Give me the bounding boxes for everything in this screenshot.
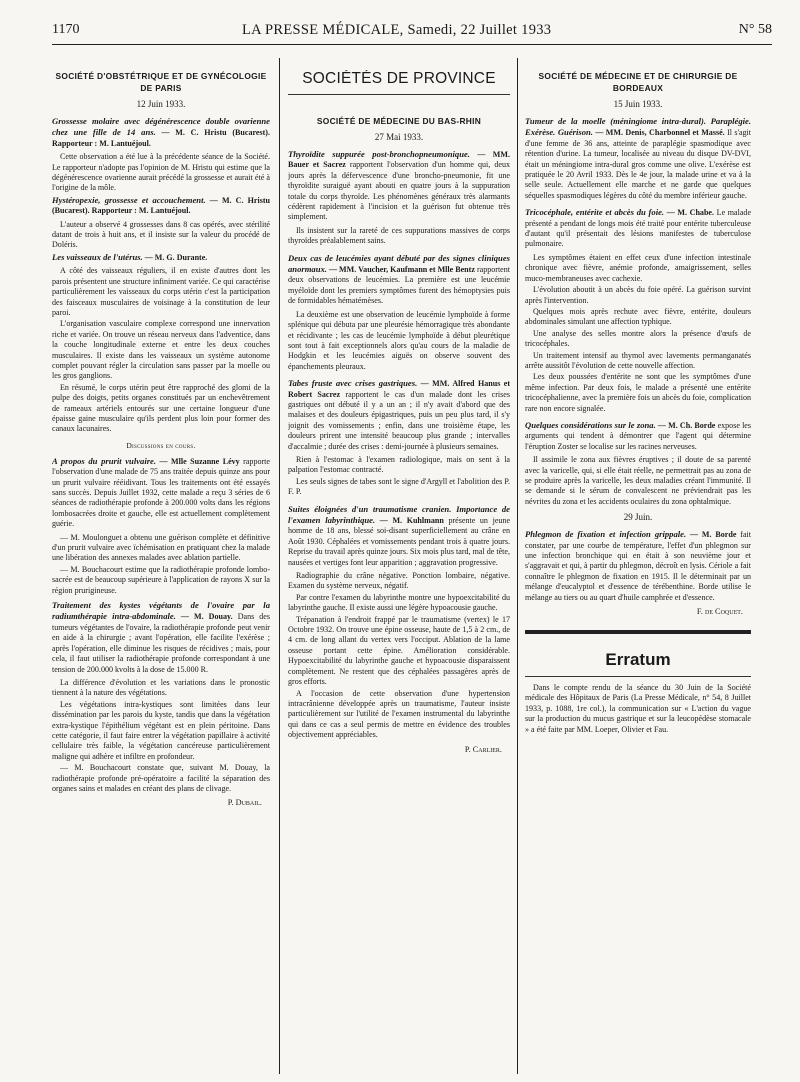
article-authors: — MM. Denis, Charbonnel et Massé. — [595, 128, 725, 138]
session-date: 12 Juin 1933. — [136, 99, 186, 109]
paragraph: La différence d'évolution et les variations dans le pronostic tiennent à la nature des végétations. — [52, 677, 270, 698]
erratum-heading: Erratum — [525, 630, 751, 677]
journal-title: LA PRESSE MÉDICALE, Samedi, 22 Juillet 1933 — [242, 22, 552, 38]
article — [52, 600, 270, 675]
header-rule — [52, 44, 772, 45]
paragraph: Les seuls signes de tabes sont le signe d'Argyll et l'abolition des P. F. P. — [288, 476, 510, 497]
article-title: Hystéropexie, grossesse et accouchement. — [52, 194, 206, 205]
article-text: rapportent le cas d'un malade dont les crises gastriques ont débuté il y a un an ; il n'y avait d'abord que des malaises et des douleurs épigastriques, puis un peu plus tard, il s'y joignit des vomissements ; enfin, dans une troisième étape, les douleurs prirent une intensité beaucoup plus grande ; intervalles d'accalmie ; durée des crises : demi-journée à plusieurs semaines. — [288, 389, 510, 451]
paragraph: A l'occasion de cette observation d'une hypertension intracrânienne développée après un traumatisme, l'auteur insiste particulièrement sur l'utilité de l'examen instrumental du labyrinthe qui dans ce cas a seul permis de mettre en évidence des troubles objectivement appréciables. — [288, 688, 510, 740]
article-title: Suites éloignées d'un traumatisme cranien. Importance de l'examen labyrinthique. — [288, 503, 510, 525]
article-text: expose les arguments qui tendent à démontrer que l'agent qui détermine l'éruption Zoster se localise sur les racines nerveuses. — [525, 420, 751, 451]
paragraph: Les deux poussées d'entérite ne sont que les symptômes d'une même infection. Par deux fois, le malade a présenté une entérite tricocéphalienne, avec la première fois un abcès du foie, complication rare non encore signalée. — [525, 372, 751, 413]
article-text: rapportent deux observations de leucémies. La première est une leucémie myéloïde dont les premiers symptômes furent des hémoptysies puis de formidables hématémèses. — [288, 265, 510, 306]
column-1 — [52, 70, 270, 1076]
paragraph: Ils insistent sur la rareté de ces suppurations massives de corps thyroïdes préalablement sains. — [288, 225, 510, 246]
erratum-text: Dans le compte rendu de la séance du 30 Juin de la Société médicale des Hôpitaux de Paris (La Presse Médicale, n° 54, 8 Juillet 1933, p. 1088, 1re col.), la communication sur « L'action du vague sur la production du mucus gastrique et sur la leucopédèse stomacale » a été faite par MM. Loeper, Olivier et Fau. — [525, 683, 751, 734]
article — [52, 252, 270, 263]
article-authors: — M. C. Hristu (Bucarest). Rapporteur : M. Lantuéjoul. — [52, 195, 270, 216]
article-title: Tricocéphale, entérite et abcès du foie. — [525, 207, 665, 218]
article-authors: — M. C. Hristu (Bucarest). Rapporteur : M. Lantuéjoul. — [52, 128, 270, 148]
article-text: Il s'agit d'une femme de 36 ans, atteinte de paraplégie spasmodique avec rétention d'urine. La tumeur, localisée au niveau du disque DV-DVI, était un méningiome intra-dural gros comme une olive. L'exérèse est pratiquée le 20 Avril 1933. Dès le 4e jour, la malade urine et va à la selle seule. Actuellement elle marche et ne garde que quelques séquelles spasmodiques légères du côté du membre inférieur gauche. — [525, 128, 751, 200]
article-title: Tabes fruste avec crises gastriques. — [288, 378, 418, 389]
article-authors: — MM. Alfred Hanus et Robert Sacrez — [288, 379, 510, 399]
signature: P. Carlier. — [464, 744, 502, 754]
column-3 — [525, 70, 751, 1076]
session-date: 15 Juin 1933. — [613, 99, 663, 109]
article — [288, 149, 510, 223]
discussions-note: Discussions en cours. — [126, 440, 196, 450]
article-text: rapportent l'observation d'un homme qui, deux jours après la défervescence d'une broncho-pneumonie, fit une thyroïdite suraiguë ayant abouti en quatre jours à la suppuration totale du corps thyroïde. Les phénomènes généraux très alarmants cédèrent rapidement à l'incision et la guérison fut obtenue très simplement. — [288, 160, 510, 222]
session-date: 29 Juin. — [623, 512, 653, 523]
article-title: A propos du prurit vulvaire. — [52, 455, 157, 466]
banner-heading: SOCIÉTÉS DE PROVINCE — [288, 70, 510, 95]
paragraph: Il assimile le zona aux fièvres éruptives ; il doute de sa parenté avec la varicelle, qui, si elle était réelle, ne permettrait pas au zona de se produire après la varicelle, les deux maladies créant l'immunité. Il se demande si le sérum de convalescent ne préviendrait pas les névrites du zona et les accidents oculaires du zona ophtalmique. — [525, 455, 751, 506]
section-heading: SOCIÉTÉ D'OBSTÉTRIQUE ET DE GYNÉCOLOGIE DE PARIS — [55, 71, 267, 93]
column-rule-left — [279, 58, 280, 1074]
paragraph: Les symptômes étaient en effet ceux d'une infection intestinale chronique avec fièvre, anémie profonde, amaigrissement, selles muco-membraneuses avec cachexie. — [525, 252, 751, 283]
paragraph: L'organisation vasculaire complexe correspond une innervation riche et variée. On trouve un réseau nerveux dans l'adventice, dans la couche longitudinale externe et entre les deux couches musculaires. Il existe dans les vaisseaux un système autonome complet pouvant régler la circulation sans passer par la moelle ou les gros ganglions. — [52, 319, 270, 381]
article-text: fait constater, par une courbe de température, l'effet d'un phlegmon sur une infection bronchique qui en était à son neuvième jour et s'aggravait et qui, à partir du phlegmon, décroît en lysis. Cériole a fait connaître le phlegmon de fixation en 1915. Il le déterminait par un mélange d'eucalyptol et d'essence de térébenthine. Borde utilise le mélange au tiers ou au quart d'huile camphrée et d'essence. — [525, 530, 751, 602]
article — [288, 253, 510, 307]
paragraph: Une analyse des selles montre alors la présence d'œufs de tricocéphales. — [525, 328, 751, 349]
article-text: Le malade présenté a pendant de longs mois été traité pour entérite tuberculeuse d'autant qu'il présentait des lésions manifestes de tuberculose pulmonaire. — [525, 208, 751, 249]
section-heading: SOCIÉTÉ DE MÉDECINE DU BAS-RHIN — [316, 116, 482, 126]
article — [52, 456, 270, 530]
article — [288, 378, 510, 452]
paragraph: Un traitement intensif au thymol avec lavements permanganatés arrête aussitôt l'évolution de cette nouvelle affection. — [525, 350, 751, 370]
paragraph: La deuxième est une observation de leucémie lymphoïde à forme splénique qui débuta par une pleurésie hémorragique très abondante et récidivante ; les cas de leucémie lymphoïde à début pleurétique sont tout à fait exceptionnels alors qu'au cours de la maladie de Hodgkin et les leucémies aiguës on observe souvent des épanchements pleuraux. — [288, 309, 510, 371]
issue-number: N° 58 — [738, 22, 772, 37]
article — [525, 116, 751, 201]
article-title: Deux cas de leucémies ayant débuté par des signes cliniques anormaux. — [288, 252, 510, 275]
paragraph: Trépanation à l'endroit frappé par le traumatisme (vertex) le 17 Octobre 1932. On trouve une épine osseuse, haute de 1,5 à 2 cm., de 4 cm. de long allant du vertex vers l'occiput. Ablation de la lame osseuse portant cette épine. Amélioration considérable. Hypoexcitabilité du labyrinthe gauche et hypoacousie disparaissent complètement. Ne restent que des céphalées passagères après de gros efforts. — [288, 614, 510, 687]
page-header — [52, 22, 772, 44]
paragraph: Cette observation a été lue à la précédente séance de la Société. Le rapporteur n'adopte pas l'opinion de M. Hristu qui estime que la dégénérescence ovarienne aurait précédé la grossesse et aurait été à l'origine de la môle. — [52, 152, 270, 193]
article-text: rapporte l'observation d'une malade de 75 ans traitée depuis quinze ans pour un prurit vulvaire rééidivant. Tous les traitements ont été essayés sans succès. Depuis Juillet 1932, cette malade a reçu 3 séries de 6 séances de radiothérapie profonde à 200.000 volts dans les régions lombosacrées droite et gauche, elle est actuellement complètement guérie. — [52, 456, 270, 529]
article-authors: — M. Kuhlmann — [379, 516, 444, 525]
paragraph: L'auteur a observé 4 grossesses dans 8 cas opérés, avec stérilité datant de trois à huit ans, et il insiste sur la valeur du procédé de Doléris. — [52, 219, 270, 250]
paragraph: A côté des vaisseaux réguliers, il en existe d'autres dont les parois présentent une structure infiniment variée. Ce qui caractérise particulièrement les vaisseaux du corps utérin c'est la participation des faisceaux musculaires de voisinage à la constitution de leur paroi. — [52, 266, 270, 317]
article-text: Dans des tumeurs végétantes de l'ovaire, la radiothérapie profonde peut venir en aide à la chirurgie ; avant l'opération, elle facilite l'exérèse ; après l'opération, elle diminue les risques de récidives ; mais, pour cela, il faut utiliser la radiothérapie profonde correspondant à une tension de 200.000 kvolts à la dose de 15.000 R. — [52, 612, 270, 674]
article — [525, 529, 751, 603]
paragraph: Rien à l'estomac à l'examen radiologique, mais on sent à la palpation l'estomac contracté. — [288, 454, 510, 475]
article — [288, 504, 510, 568]
article-title: Quelques considérations sur le zona. — [525, 419, 656, 430]
article-authors: — MM. Bauer et Sacrez — [288, 150, 510, 170]
article — [52, 116, 270, 149]
session-date: 27 Mai 1933. — [374, 132, 424, 142]
article-title: Traitement des kystes végétants de l'ovaire par la radiumthérapie intra-abdominale. — [52, 600, 270, 622]
article-authors: — M. Douay. — [180, 612, 233, 622]
article-title: Phlegmon de fixation et infection grippale. — [525, 529, 687, 540]
article-text: présente un jeune homme de 18 ans, blessé soi-disant superficiellement au crâne en Août 1930. Céphalées et vomissements pendant trois à quatre jours. Reprise du travail après quinze jours. Six mois plus tard, mal de tête, nausées et vertiges font leur apparition ; aggravation progressive. — [288, 516, 510, 567]
signature: F. de Coquet. — [696, 607, 743, 617]
paragraph: — M. Moulonguet a obtenu une guérison complète et définitive d'un prurit vulvaire avec ïchémisation en pratiquant chez la malade une libération des annexes malades avec ablation partielle. — [52, 532, 270, 563]
page-number: 1170 — [52, 22, 80, 37]
article-authors: — M. Chabe. — [666, 208, 715, 218]
column-rule-right — [517, 58, 518, 1074]
paragraph: Par contre l'examen du labyrinthe montre une hypoexcitabilité du labyrinthe gauche. Il existe aussi une légère hypoacousie gauche. — [288, 592, 510, 613]
paragraph: Les végétations intra-kystiques sont limitées dans leur dissémination par les parois du kyste, tandis que dans la végétation extra-kystique l'épithélium végétant est en plein péritoine. Dans cette catégorie, il faut faire entrer la végétation papillaire à activité cellulaire très faible, la végétation cancéreuse particulièrement maligne qui adhère et infiltre en profondeur. — [52, 699, 270, 761]
article-authors: — M. Ch. Borde — [657, 420, 716, 430]
section-heading: SOCIÉTÉ DE MÉDECINE ET DE CHIRURGIE DE BORDEAUX — [538, 71, 738, 93]
article — [525, 420, 751, 452]
article-title: Tumeur de la moelle (méningiome intra-dural). Paraplégie. Exérèse. Guérison. — [525, 116, 751, 138]
signature: P. Dubail. — [227, 798, 262, 808]
paragraph: En résumé, le corps utérin peut être rapproché des glomi de la pulpe des doigts, petits organes constitués par un enchevêtrement de rameaux artériels entourés sur une certaine longueur d'une épaisse gaine musculaire qu'ils perdent plus loin pour former des canaux lacunaires. — [52, 382, 270, 434]
paragraph: Radiographie du crâne négative. Ponction lombaire, négative. Examen du système nerveux, négatif. — [288, 571, 510, 591]
article-authors: — M. G. Durante. — [144, 252, 208, 262]
paragraph: L'évolution aboutit à un abcès du foie opéré. La guérison survint après l'intervention. — [525, 285, 751, 305]
article-title: Thyroïdite suppurée post-bronchopneumonique. — [288, 149, 470, 159]
article — [525, 207, 751, 250]
column-2 — [288, 70, 510, 1076]
article — [52, 195, 270, 217]
article-authors: — Mlle Suzanne Lévy — [159, 456, 240, 466]
article-title: Les vaisseaux de l'utérus. — [52, 251, 143, 262]
article-authors: — M. Borde — [689, 530, 737, 540]
paragraph: Quelques mois après rechute avec fièvre, entérite, douleurs abdominales simulant une affection typhique. — [525, 306, 751, 327]
paragraph: — M. Bouchacourt estime que la radiothérapie profonde lombo-sacrée est de beaucoup supérieure à l'application de rayons X sur la région prurigineuse. — [52, 564, 270, 595]
article-title: Grossesse molaire avec dégénérescence double ovarienne chez une fille de 14 ans. — [52, 116, 270, 138]
article-authors: — MM. Vaucher, Kaufmann et Mlle Bentz — [328, 265, 475, 275]
paragraph: — M. Bouchacourt constate que, suivant M. Douay, la radiothérapie profonde pré-opératoire a facilité la séparation des organes sains et malades en créant des plans de clivage. — [52, 763, 270, 793]
